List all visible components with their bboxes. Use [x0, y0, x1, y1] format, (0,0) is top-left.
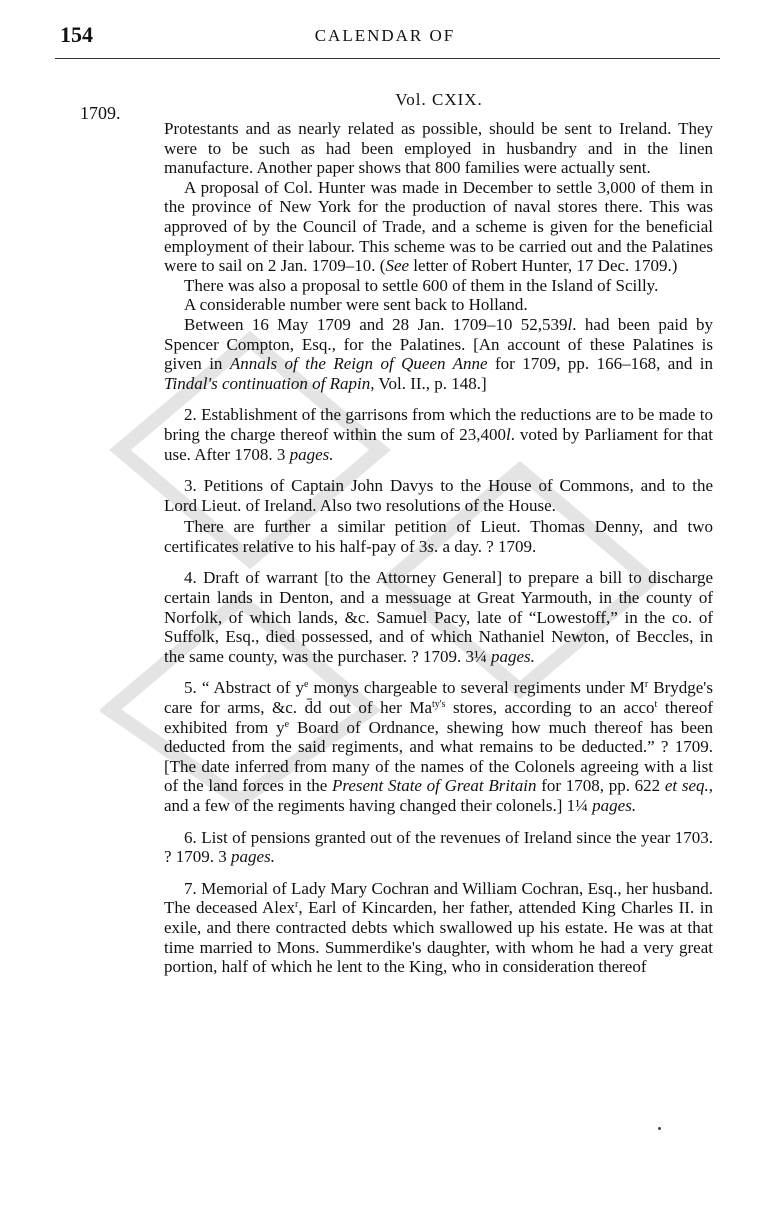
paragraph-hunter-proposal: A proposal of Col. Hunter was made in December to settle 3,000 of them in the province of New York for the production of naval stores there. This was approved of by the Council of Trade, and a scheme is given for the beneficial employment of their labour. This scheme was to be carried out and the Palatines were to sail on 2 Jan. 1709–10. (See letter of Robert Hunter, 17 Dec. 1709.)	[164, 177, 713, 276]
page-number: 154	[60, 22, 93, 47]
paragraph-payments: Between 16 May 1709 and 28 Jan. 1709–10 52,539l. had been paid by Spencer Compton, Esq., for the Palatines. [An account of these Palatines is given in Annals of the Reign of Queen Anne for 1709, pp. 166–168, and in Tindal's continuation of Rapin, Vol. II., p. 148.]	[164, 314, 714, 393]
body-text	[164, 119, 713, 977]
volume-heading: Vol. CXIX.	[395, 90, 483, 109]
margin-year: 1709.	[80, 103, 121, 123]
entry-5: 5. “ Abstract of $y^e$ monys chargeable to several regiments under $M^r$ Brydge's care for arms, &c. d̄d out of her $Ma^{ty's}$ stores, according to an acco$^t$ thereof exhibited from $y^e$ Board of Ordnance, shewing how much thereof has been deducted from the said regiments, and what remains to be deducted.” ? 1709. [The date inferred from many of the names of the Colonels agreeing with a list of the land forces in the Present State of Great Britain for 1708, pp. 622 et seq., and a few of the regiments having changed their colonels.] 1¼ pages.	[164, 678, 714, 815]
entry-2: 2. Establishment of the garrisons from which the reductions are to be made to bring the charge thereof within the sum of 23,400l. voted by Parliament for that use. After 1708. 3 pages.	[164, 405, 714, 464]
paragraph-continued: Protestants and as nearly related as possible, should be sent to Ireland. They were to be such as had been employed in husbandry and in the linen manufacture. Another paper shows that 800 families were actually sent.	[164, 119, 713, 178]
ink-speck	[658, 1127, 661, 1130]
entry-7: 7. Memorial of Lady Mary Cochran and William Cochran, Esq., her husband. The deceased Alex$^r$, Earl of Kincarden, her father, attended King Charles II. in exile, and there contracted debts which swallowed up his estate. He was at that time married to Mons. Summerdike's daughter, with whom he had a very great portion, half of which he lent to the King, who in consideration thereof	[164, 878, 713, 977]
entry-4: 4. Draft of warrant [to the Attorney General] to prepare a bill to discharge certain lands in Denton, and a messuage at Great Yarmouth, in the county of Norfolk, of which lands, &c. Samuel Pacy, late of “Lowestoff,” in the co. of Suffolk, Esq., died possessed, and of which Nathaniel Newton, of Beccles, in the same county, was the purchaser. ? 1709. 3¼ pages.	[164, 568, 713, 666]
entry-3: 3. Petitions of Captain John Davys to the House of Commons, and to the Lord Lieut. of Ireland. Also two resolutions of the House.	[164, 476, 713, 515]
header-rule	[55, 58, 720, 59]
paragraph-holland: A considerable number were sent back to Holland.	[184, 295, 528, 315]
running-title: CALENDAR OF	[314, 26, 456, 45]
entry-3-note: There are further a similar petition of Lieut. Thomas Denny, and two certificates relative to his half-pay of 3s. a day. ? 1709.	[164, 517, 713, 556]
entry-6: 6. List of pensions granted out of the revenues of Ireland since the year 1703. ? 1709. 3 pages.	[164, 827, 713, 867]
paragraph-scilly: There was also a proposal to settle 600 of them in the Island of Scilly.	[184, 275, 659, 295]
